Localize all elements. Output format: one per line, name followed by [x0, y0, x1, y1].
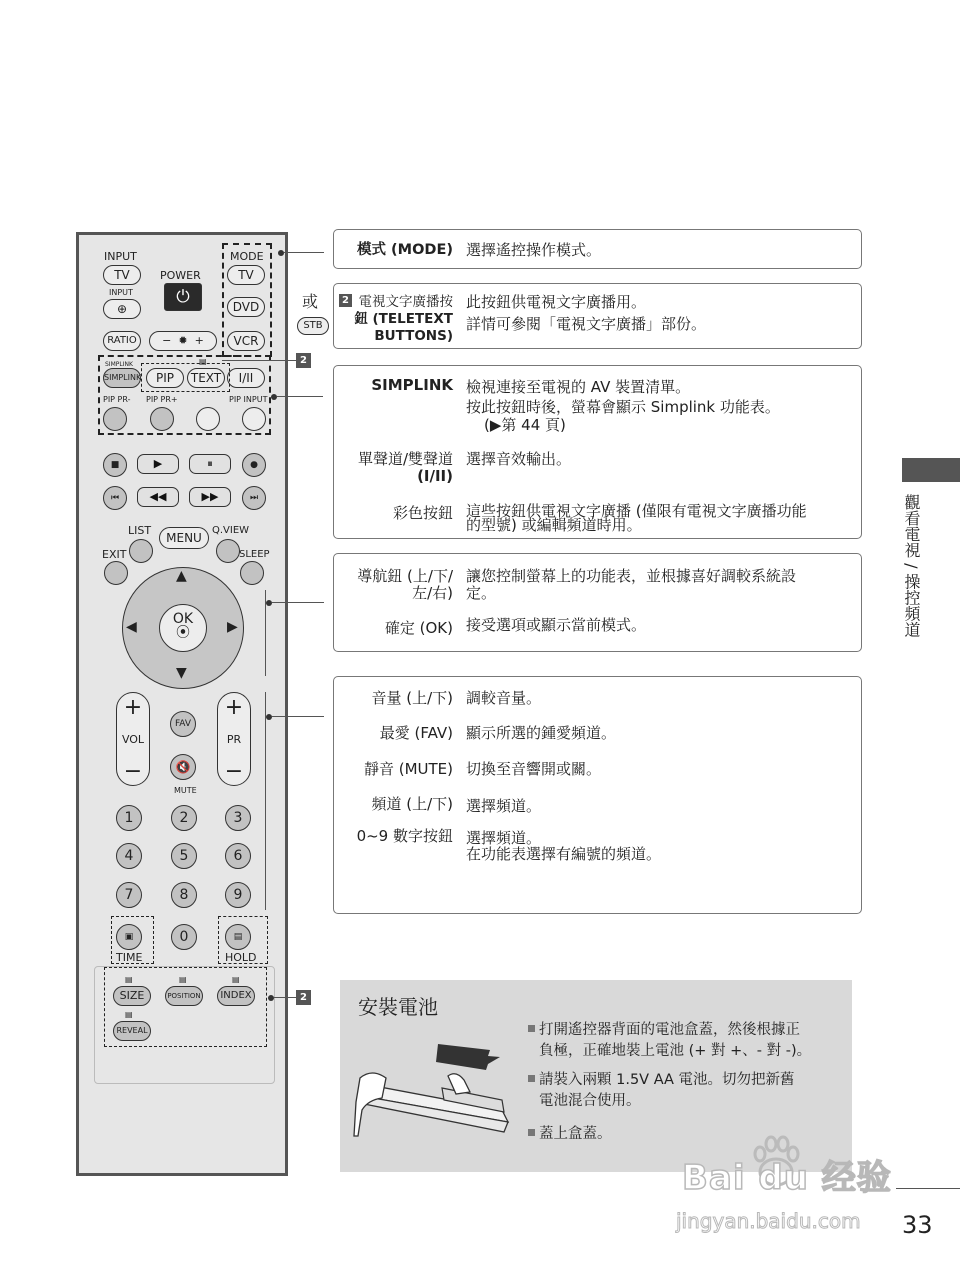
- skip-forward-button[interactable]: [242, 486, 266, 510]
- skip-forward-icon: ⏭: [249, 493, 259, 503]
- ok-label: 確定 (OK): [384, 619, 453, 637]
- volume-callout: [333, 676, 862, 914]
- number-4-button[interactable]: 4: [116, 843, 142, 869]
- nav-up-button[interactable]: ▲: [176, 568, 187, 584]
- footer-rule: [896, 1188, 960, 1189]
- number-6-button[interactable]: 6: [225, 843, 251, 869]
- simplink-small-label: SIMPLINK: [105, 361, 133, 368]
- simplink-desc-1: 檢視連接至電視的 AV 裝置清單。: [466, 378, 691, 396]
- channel-desc: 選擇頻道。: [466, 797, 542, 815]
- bottom-tag-2: 2: [296, 990, 311, 1005]
- teletext-tag-line: [222, 360, 296, 361]
- nav-connector-line: [272, 602, 324, 603]
- index-button[interactable]: INDEX: [217, 986, 255, 1006]
- tv-input-button[interactable]: TV: [103, 265, 141, 285]
- teletext-callout: [333, 283, 862, 349]
- play-icon: ▶: [153, 457, 163, 470]
- index-icon: ▤: [232, 975, 240, 984]
- number-7-button[interactable]: 7: [116, 882, 142, 908]
- brightness-icon: ✹: [178, 334, 188, 347]
- input-source-icon: ⊕: [116, 302, 128, 316]
- nav-desc-2: 定。: [466, 584, 497, 602]
- side-tab-label: 觀看電視 / 操控頻道: [902, 494, 921, 638]
- teletext-time-icon: ▣: [124, 932, 134, 942]
- number-8-button[interactable]: 8: [171, 882, 197, 908]
- volume-connector-line: [272, 716, 324, 717]
- record-icon: ●: [250, 460, 258, 470]
- page-number: 33: [902, 1211, 933, 1239]
- teletext-hold-icon: ▤: [233, 932, 243, 942]
- sleep-label: SLEEP: [239, 549, 270, 560]
- ok-dot-icon: ⦿: [176, 625, 190, 641]
- mode-tv-button[interactable]: TV: [227, 265, 265, 285]
- pip-pr-plus-label: PIP PR+: [146, 395, 178, 404]
- stop-button[interactable]: [103, 453, 127, 477]
- mode-label: 模式 (MODE): [357, 242, 453, 258]
- volume-up-icon: +: [123, 695, 143, 720]
- bottom-connector-line: [274, 997, 296, 998]
- pause-icon: ⏸: [207, 457, 213, 470]
- battery-step-2-line-1: 請裝入兩顆 1.5V AA 電池。切勿把新舊: [539, 1072, 795, 1088]
- number-1-button[interactable]: 1: [116, 805, 142, 831]
- numbers-desc-1: 選擇頻道。: [466, 829, 542, 847]
- volume-rocker[interactable]: [116, 692, 150, 786]
- list-button[interactable]: [129, 539, 153, 563]
- channel-up-icon: +: [224, 695, 244, 720]
- or-marker: 或: [302, 292, 319, 311]
- simplink-label: SIMPLINK: [371, 376, 453, 394]
- nav-label-2: 左/右): [412, 584, 453, 602]
- teletext-icon: ▤: [199, 357, 207, 366]
- teletext-desc-2: 詳情可參閱「電視文字廣播」部份。: [466, 315, 707, 333]
- audio-label-2: (I/II): [417, 467, 453, 485]
- skip-back-icon: ⏮: [110, 493, 120, 503]
- fav-desc: 顯示所選的鍾愛頻道。: [466, 724, 617, 742]
- text-button[interactable]: TEXT: [187, 368, 225, 388]
- vol-label: VOL: [121, 733, 145, 746]
- rewind-button[interactable]: [137, 487, 179, 507]
- color-desc-1: 這些按鈕供電視文字廣播 (僅限有電視文字廣播功能: [466, 502, 807, 520]
- battery-step-3: [528, 1124, 612, 1145]
- teletext-tag-2: 2: [296, 353, 311, 368]
- pip-input-label: PIP INPUT: [229, 395, 268, 404]
- vcr-button[interactable]: VCR: [227, 331, 265, 351]
- position-button[interactable]: POSITION: [165, 986, 203, 1006]
- simplink-connector-line: [277, 396, 323, 397]
- record-button[interactable]: [242, 453, 266, 477]
- battery-step-1-line-2: 負極，正確地裝上電池 (+ 對 +、- 對 -)。: [539, 1043, 812, 1059]
- simplink-button[interactable]: SIMPLINK: [103, 368, 141, 388]
- number-0-button[interactable]: 0: [171, 924, 197, 950]
- time-label: TIME: [116, 951, 143, 964]
- watermark-logo: [672, 1138, 902, 1208]
- nav-label-1: 導航鈕 (上/下/: [357, 567, 453, 585]
- mode-connector-line: [284, 252, 324, 253]
- input-label: INPUT: [104, 250, 137, 263]
- play-button[interactable]: [137, 454, 179, 474]
- skip-back-button[interactable]: [103, 486, 127, 510]
- mute-label-text: 靜音 (MUTE): [363, 760, 453, 778]
- watermark-url: jingyan.baidu.com: [676, 1209, 861, 1233]
- number-2-button[interactable]: 2: [171, 805, 197, 831]
- nav-right-button[interactable]: ▶: [227, 619, 238, 635]
- number-9-button[interactable]: 9: [225, 882, 251, 908]
- pip-pr-minus-label: PIP PR-: [103, 395, 131, 404]
- bottom-teletext-outline: [104, 967, 267, 1047]
- input-label-2: INPUT: [109, 288, 133, 297]
- teletext-desc-1: 此按鈕供電視文字廣播用。: [466, 293, 647, 311]
- mute-icon: 🔇: [175, 760, 191, 774]
- color-label: 彩色按鈕: [392, 504, 453, 522]
- teletext-label-2: 鈕 (TELETEXT: [354, 311, 453, 327]
- battery-step-1-line-1: 打開遙控器背面的電池盒蓋，然後根據正: [539, 1022, 800, 1038]
- numbers-label: 0~9 數字按鈕: [356, 827, 453, 845]
- position-icon: ▤: [179, 975, 187, 984]
- volume-desc: 調較音量。: [466, 689, 542, 707]
- reveal-icon: ▤: [125, 1010, 133, 1019]
- number-5-button[interactable]: 5: [171, 843, 197, 869]
- audio-desc: 選擇音效輸出。: [466, 450, 572, 468]
- fav-button[interactable]: FAV: [170, 711, 196, 737]
- size-icon: ▤: [125, 975, 133, 984]
- dvd-button[interactable]: DVD: [227, 297, 265, 317]
- volume-label: 音量 (上/下): [371, 689, 453, 707]
- pr-label: PR: [226, 733, 242, 746]
- stop-icon: ■: [110, 460, 120, 470]
- bullet-square-icon: [528, 1129, 535, 1136]
- fast-forward-icon: ▶▶: [201, 490, 219, 503]
- channel-down-icon: −: [224, 759, 244, 784]
- nav-callout: [333, 553, 862, 652]
- mute-desc: 切換至音響開或關。: [466, 760, 602, 778]
- teletext-label-3: BUTTONS): [374, 328, 453, 344]
- power-icon: ⏻: [176, 287, 190, 307]
- plus-icon: +: [194, 334, 204, 347]
- battery-step-2-line-2: 電池混合使用。: [539, 1093, 641, 1109]
- channel-label: 頻道 (上/下): [371, 795, 453, 813]
- nav-desc-1: 讓您控制螢幕上的功能表，並根據喜好調較系統設: [466, 567, 797, 585]
- hold-label: HOLD: [225, 951, 257, 964]
- size-button[interactable]: SIZE: [113, 986, 151, 1006]
- qview-label: Q.VIEW: [212, 525, 250, 536]
- pause-button[interactable]: [189, 454, 231, 474]
- mute-button[interactable]: [170, 754, 196, 780]
- sleep-button[interactable]: [240, 561, 264, 585]
- simplink-desc-3: (▶第 44 頁): [484, 416, 566, 434]
- power-label: POWER: [160, 269, 201, 282]
- brightness-button[interactable]: [149, 331, 217, 351]
- watermark-logo-text: Bai du 经验: [682, 1158, 892, 1198]
- ratio-button[interactable]: RATIO: [103, 331, 141, 351]
- battery-title: 安裝電池: [358, 995, 438, 1019]
- bullet-square-icon: [528, 1075, 535, 1082]
- mode-group-outline: [222, 243, 272, 357]
- list-label: LIST: [128, 524, 152, 537]
- ok-desc: 接受選項或顯示當前模式。: [466, 616, 647, 634]
- mode-desc: 選擇遙控操作模式。: [466, 241, 602, 259]
- exit-label: EXIT: [102, 548, 127, 561]
- numbers-desc-2: 在功能表選擇有編號的頻道。: [466, 845, 662, 863]
- audio-label-1: 單聲道/雙聲道: [357, 450, 453, 468]
- exit-button[interactable]: [104, 561, 128, 585]
- remote-control-illustration: [76, 232, 288, 1176]
- battery-step-2: [528, 1070, 795, 1112]
- mode-label: MODE: [230, 250, 264, 263]
- menu-button[interactable]: MENU: [159, 527, 209, 549]
- simplink-desc-2: 按此按鈕時後，螢幕會顯示 Simplink 功能表。: [466, 398, 780, 416]
- minus-icon: −: [162, 334, 172, 347]
- battery-illustration: [352, 1040, 517, 1140]
- i-ii-button[interactable]: I/II: [227, 368, 265, 388]
- input-button[interactable]: [103, 299, 141, 319]
- simplink-callout: [333, 365, 862, 539]
- battery-step-1: [528, 1020, 811, 1062]
- mode-callout: [333, 229, 862, 269]
- number-3-button[interactable]: 3: [225, 805, 251, 831]
- rewind-icon: ◀◀: [149, 490, 167, 503]
- mute-label: MUTE: [174, 786, 197, 795]
- ok-label: OK: [172, 611, 194, 627]
- channel-rocker[interactable]: [217, 692, 251, 786]
- nav-left-button[interactable]: ◀: [126, 619, 137, 635]
- volume-bracket: [265, 692, 266, 910]
- teletext-label-1: 電視文字廣播按: [358, 294, 453, 310]
- teletext-callout-tag: 2: [339, 294, 352, 307]
- stb-button[interactable]: STB: [297, 317, 329, 335]
- fav-label: 最愛 (FAV): [379, 724, 453, 742]
- qview-button[interactable]: [216, 539, 240, 563]
- battery-step-3-line-1: 蓋上盒蓋。: [539, 1126, 612, 1142]
- fast-forward-button[interactable]: [189, 487, 231, 507]
- bullet-square-icon: [528, 1025, 535, 1032]
- power-button[interactable]: [164, 283, 202, 311]
- pip-button[interactable]: PIP: [146, 368, 184, 388]
- nav-down-button[interactable]: ▼: [176, 665, 187, 681]
- ok-button[interactable]: [159, 604, 207, 652]
- side-tab-bar: [902, 458, 960, 482]
- volume-down-icon: −: [123, 759, 143, 784]
- color-desc-2: 的型號) 或編輯頻道時用。: [466, 516, 642, 534]
- simplink-group-outline: [98, 355, 271, 435]
- reveal-button[interactable]: REVEAL: [113, 1021, 151, 1041]
